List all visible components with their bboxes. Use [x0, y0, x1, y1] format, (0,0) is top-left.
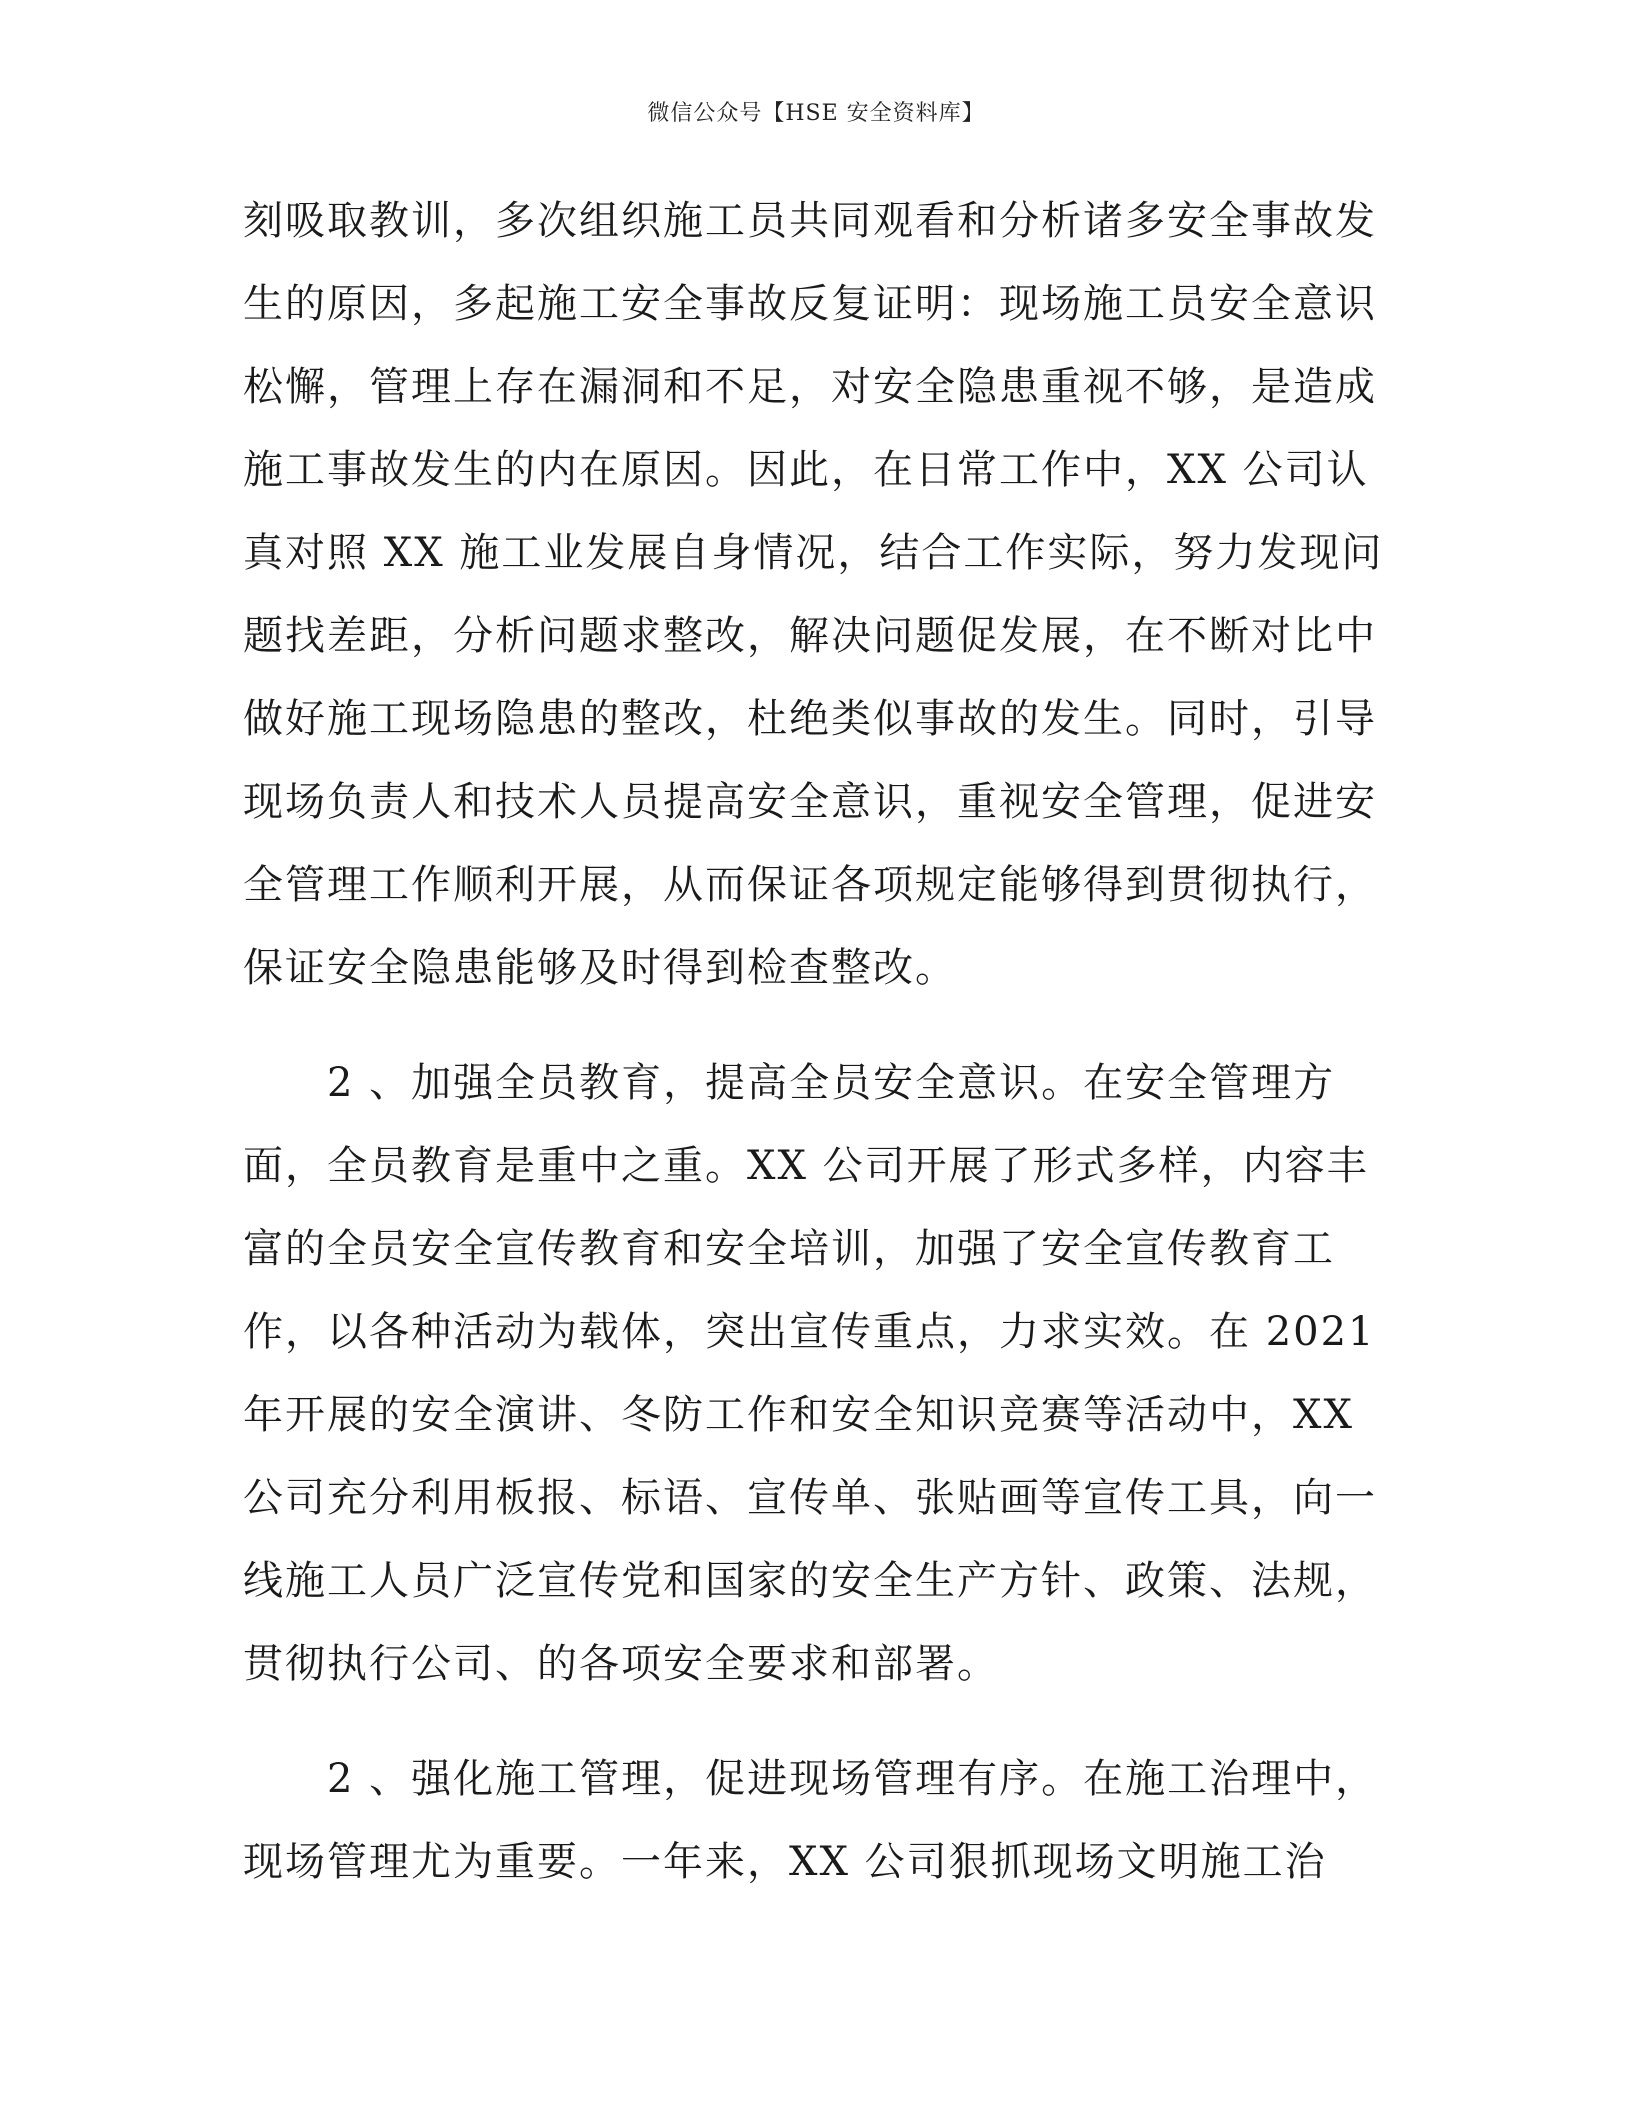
document-body	[243, 180, 1383, 1904]
text-line: 全管理工作顺利开展，从而保证各项规定能够得到贯彻执行，	[243, 862, 1377, 908]
text-line: 年开展的安全演讲、冬防工作和安全知识竞赛等活动中，XX	[243, 1392, 1354, 1438]
text-line: 2 、加强全员教育，提高全员安全意识。在安全管理方	[243, 1060, 1336, 1106]
text-line: 2 、强化施工管理，促进现场管理有序。在施工治理中，	[243, 1756, 1378, 1802]
text-line: 做好施工现场隐患的整改，杜绝类似事故的发生。同时，引导	[243, 696, 1377, 742]
text-line: 现场管理尤为重要。一年来，XX 公司狠抓现场文明施工治	[243, 1839, 1327, 1885]
text-line: 公司充分利用板报、标语、宣传单、张贴画等宣传工具，向一	[243, 1475, 1377, 1521]
text-line: 松懈，管理上存在漏洞和不足，对安全隐患重视不够，是造成	[243, 364, 1377, 410]
text-line: 真对照 XX 施工业发展自身情况，结合工作实际，努力发现问	[243, 530, 1384, 576]
paragraph-spacer	[243, 1706, 1383, 1738]
text-line: 富的全员安全宣传教育和安全培训，加强了安全宣传教育工	[243, 1226, 1335, 1272]
text-line: 生的原因，多起施工安全事故反复证明：现场施工员安全意识	[243, 281, 1377, 327]
text-line: 题找差距，分析问题求整改，解决问题促发展，在不断对比中	[243, 613, 1377, 659]
text-line: 面，全员教育是重中之重。XX 公司开展了形式多样，内容丰	[243, 1143, 1369, 1189]
text-line: 保证安全隐患能够及时得到检查整改。	[243, 945, 957, 991]
text-line: 贯彻执行公司、的各项安全要求和部署。	[243, 1641, 999, 1687]
paragraph-2	[243, 1042, 1383, 1706]
paragraph-spacer	[243, 1010, 1383, 1042]
text-line: 刻吸取教训，多次组织施工员共同观看和分析诸多安全事故发	[243, 198, 1377, 244]
paragraph-3	[243, 1738, 1383, 1904]
text-line: 作，以各种活动为载体，突出宣传重点，力求实效。在 2021	[243, 1309, 1376, 1355]
paragraph-1	[243, 180, 1383, 1010]
page-header: 微信公众号【HSE 安全资料库】	[647, 101, 985, 126]
text-line: 线施工人员广泛宣传党和国家的安全生产方针、政策、法规，	[243, 1558, 1377, 1604]
text-line: 施工事故发生的内在原因。因此，在日常工作中，XX 公司认	[243, 447, 1369, 493]
text-line: 现场负责人和技术人员提高安全意识，重视安全管理，促进安	[243, 779, 1377, 825]
